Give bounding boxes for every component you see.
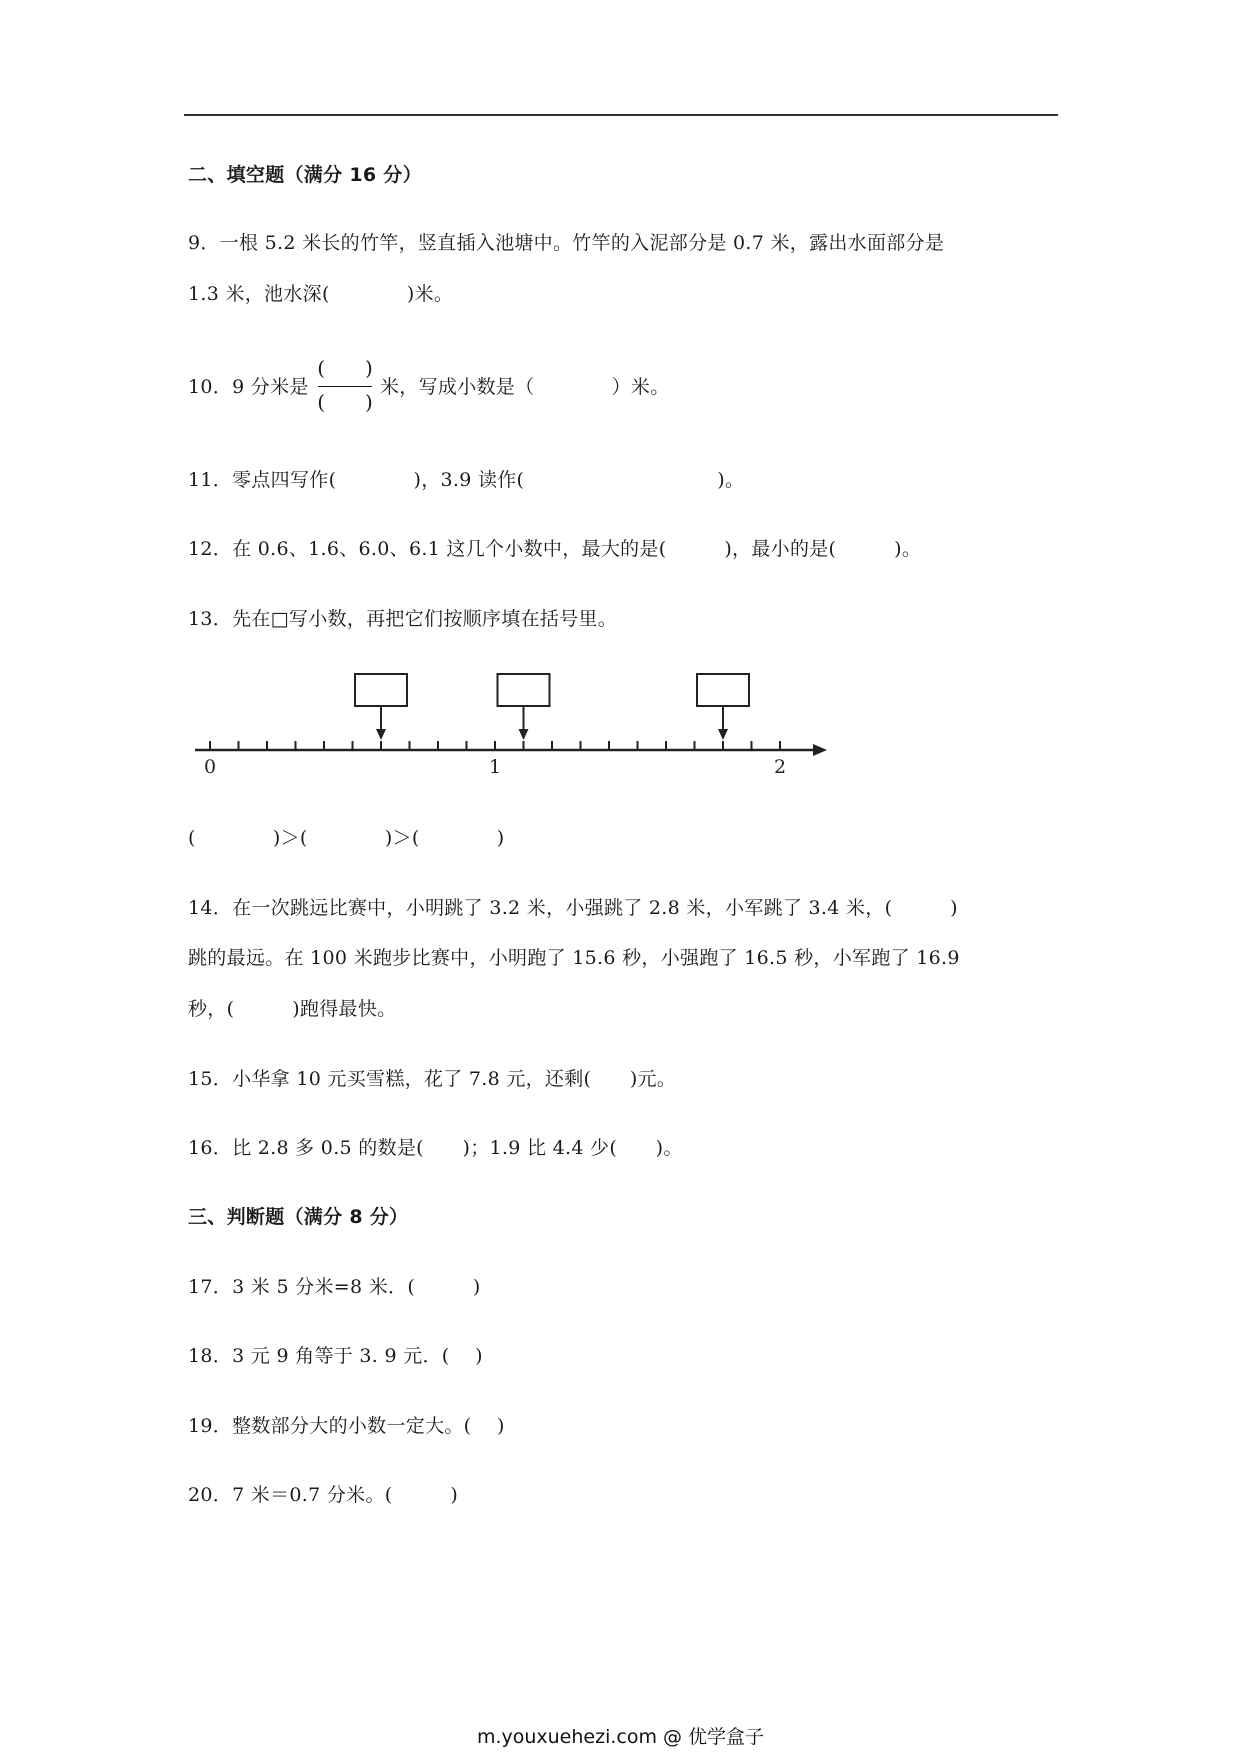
- q9-line2: 1.3 米，池水深( )米。: [188, 283, 454, 305]
- q18-text: 18．3 元 9 角等于 3. 9 元．( ): [188, 1345, 483, 1367]
- q12-text: 12．在 0.6、1.6、6.0、6.1 这几个小数中，最大的是( )，最小的是( )。: [188, 538, 922, 560]
- pointer-arrow-head: [519, 729, 529, 740]
- number-line-tick-label: 2: [773, 756, 787, 778]
- pointer-arrow-head: [718, 729, 728, 740]
- q17-text: 17．3 米 5 分米=8 米．( ): [188, 1276, 481, 1298]
- q9-line1: 9．一根 5.2 米长的竹竿，竖直插入池塘中。竹竿的入泥部分是 0.7 米，露出水面部分是: [188, 232, 945, 254]
- fraction-bar: [318, 386, 372, 387]
- q14-line1: 14．在一次跳远比赛中，小明跳了 3.2 米，小强跳了 2.8 米，小军跳了 3.4 米，( ): [188, 897, 958, 919]
- q10-prefix: 10．9 分米是: [188, 376, 309, 398]
- fraction-numerator: ( ): [317, 356, 373, 380]
- q19-text: 19．整数部分大的小数一定大。( ): [188, 1415, 505, 1437]
- q13-text: 13．先在□写小数，再把它们按顺序填在括号里。: [188, 608, 618, 630]
- q16-text: 16．比 2.8 多 0.5 的数是( )；1.9 比 4.4 少( )。: [188, 1137, 683, 1159]
- q10-suffix: 米，写成小数是（ ）米。: [380, 376, 670, 398]
- q14-line2: 跳的最远。在 100 米跑步比赛中，小明跑了 15.6 秒，小强跑了 16.5 秒，小军跑了 16.9: [188, 947, 960, 969]
- footer-watermark: m.youxuehezi.com @ 优学盒子: [476, 1726, 765, 1748]
- section3-heading: 三、判断题（满分 8 分）: [188, 1206, 409, 1228]
- answer-box[interactable]: [697, 674, 749, 706]
- q14-line3: 秒，( )跑得最快。: [188, 998, 397, 1020]
- section2-heading: 二、填空题（满分 16 分）: [188, 164, 422, 186]
- q13-answer-line: ( )＞( )＞( ): [188, 827, 505, 849]
- number-line-tick-label: 1: [488, 756, 502, 778]
- top-rule: [184, 114, 1058, 116]
- answer-box[interactable]: [355, 674, 407, 706]
- pointer-arrow-head: [376, 729, 386, 740]
- number-line-arrowhead: [813, 744, 827, 756]
- answer-box[interactable]: [498, 674, 550, 706]
- number-line: [190, 668, 840, 788]
- q10-fraction: [314, 356, 376, 418]
- q11-text: 11．零点四写作( )，3.9 读作( )。: [188, 469, 745, 491]
- number-line-tick-label: 0: [203, 756, 217, 778]
- q15-text: 15．小华拿 10 元买雪糕，花了 7.8 元，还剩( )元。: [188, 1068, 677, 1090]
- fraction-denominator: ( ): [317, 390, 373, 414]
- q20-text: 20．7 米＝0.7 分米。( ): [188, 1484, 459, 1506]
